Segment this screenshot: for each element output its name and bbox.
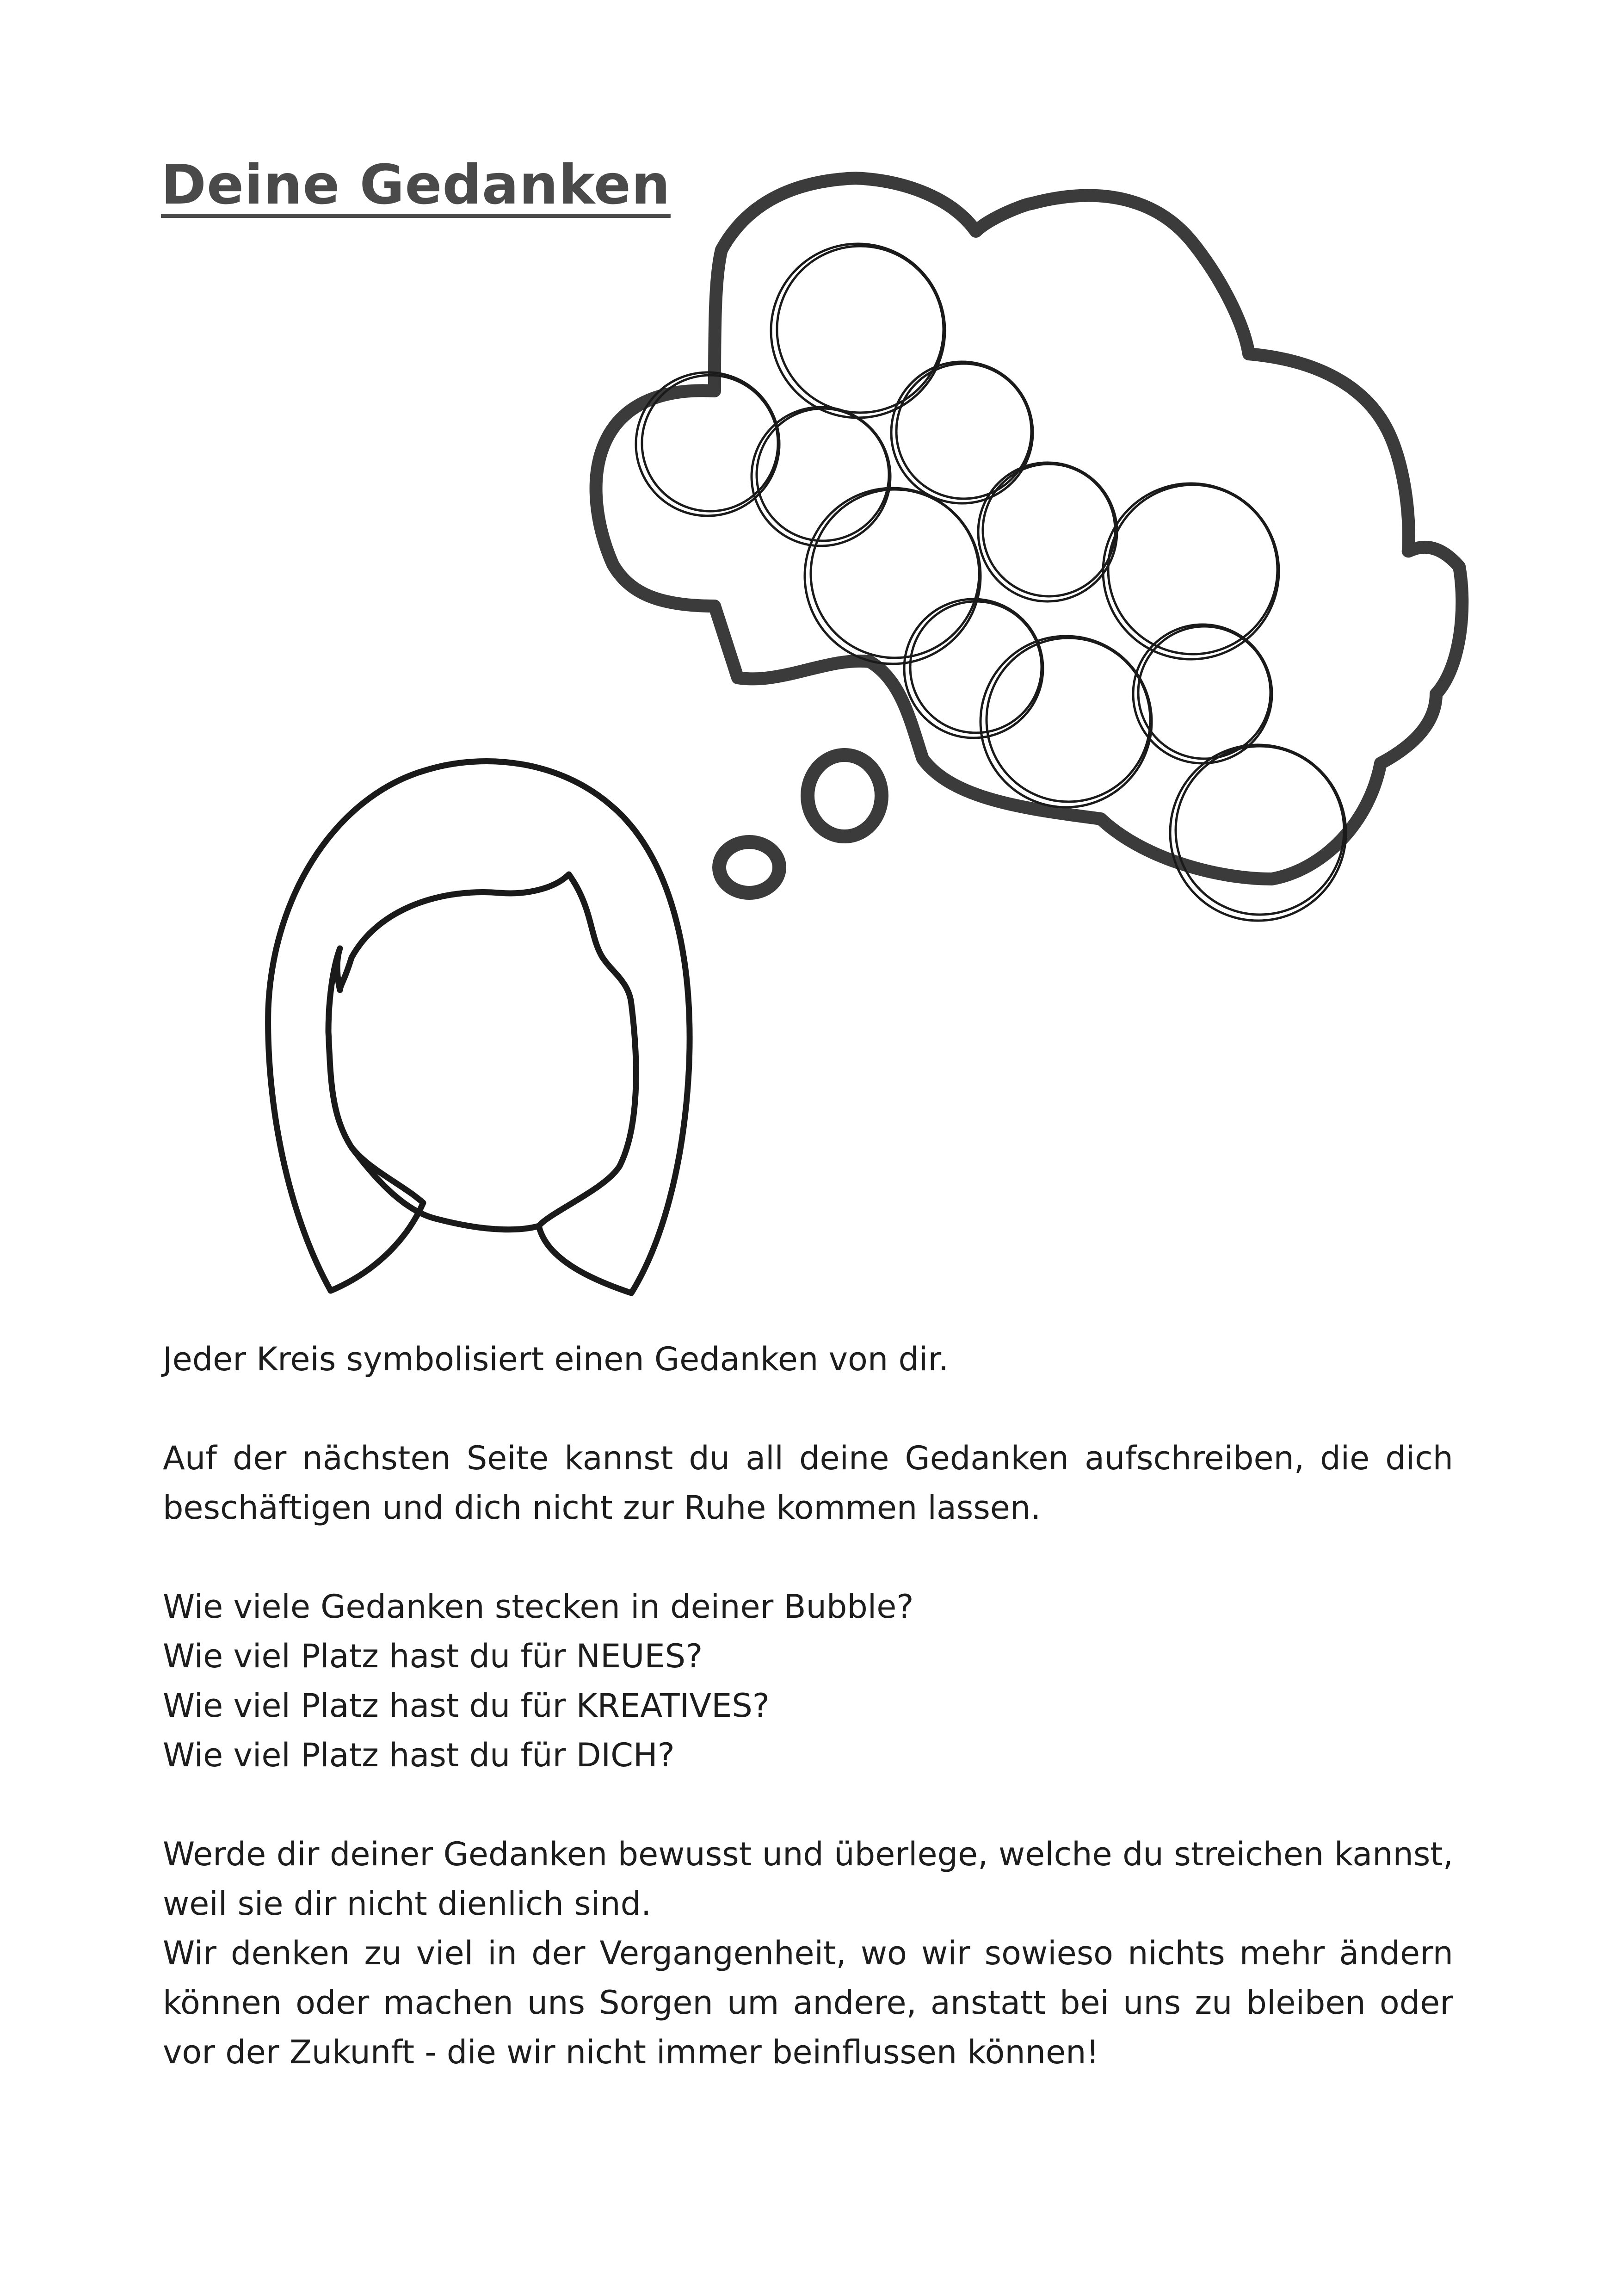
thought-circle-icon bbox=[1170, 745, 1346, 921]
thought-circle-icon bbox=[904, 599, 1043, 738]
worksheet-text bbox=[163, 1335, 1453, 2077]
awareness-paragraph: Werde dir deiner Gedanken bewusst und überlege, welche du streichen kannst, weil sie dir nicht dienlich sind. bbox=[163, 1835, 1453, 1923]
thought-cloud-icon bbox=[596, 178, 1462, 879]
person-silhouette-icon bbox=[268, 761, 690, 1293]
face-outline bbox=[352, 1147, 539, 1230]
thought-circle-icon bbox=[891, 362, 1033, 503]
next-page-paragraph: Auf der nächsten Seite kannst du all deine Gedanken aufschreiben, die dich beschäftigen und dich nicht zur Ruhe kommen lassen. bbox=[163, 1439, 1453, 1527]
thought-circle-icon bbox=[1133, 625, 1272, 763]
question-line: Wie viel Platz hast du für DICH? bbox=[163, 1736, 675, 1774]
question-line: Wie viele Gedanken stecken in deiner Bubble? bbox=[163, 1588, 914, 1626]
spacer bbox=[163, 1533, 1453, 1582]
thought-circle-icon bbox=[981, 636, 1152, 807]
thought-dot-icon bbox=[719, 842, 779, 893]
hair-outline bbox=[268, 761, 690, 1293]
thought-circle-icon bbox=[1103, 483, 1279, 659]
question-line: Wie viel Platz hast du für NEUES? bbox=[163, 1637, 703, 1675]
spacer bbox=[163, 1384, 1453, 1434]
thought-circle-icon bbox=[805, 488, 981, 664]
thought-circle-icon bbox=[978, 463, 1117, 601]
thought-dot-icon bbox=[808, 755, 882, 836]
thought-circles bbox=[636, 244, 1346, 921]
page-title: Deine Gedanken bbox=[161, 153, 671, 217]
closing-paragraph: Wir denken zu viel in der Vergangenheit, wo wir sowieso nichts mehr ändern können oder machen uns Sorgen um andere, anstatt bei uns zu bleiben oder vor der Zukunft - die wir nicht immer beinflussen können! bbox=[163, 1934, 1453, 2071]
intro-paragraph: Jeder Kreis symbolisiert einen Gedanken von dir. bbox=[163, 1340, 949, 1378]
question-line: Wie viel Platz hast du für KREATIVES? bbox=[163, 1687, 770, 1725]
spacer bbox=[163, 1780, 1453, 1830]
thought-circle-icon bbox=[771, 244, 945, 418]
